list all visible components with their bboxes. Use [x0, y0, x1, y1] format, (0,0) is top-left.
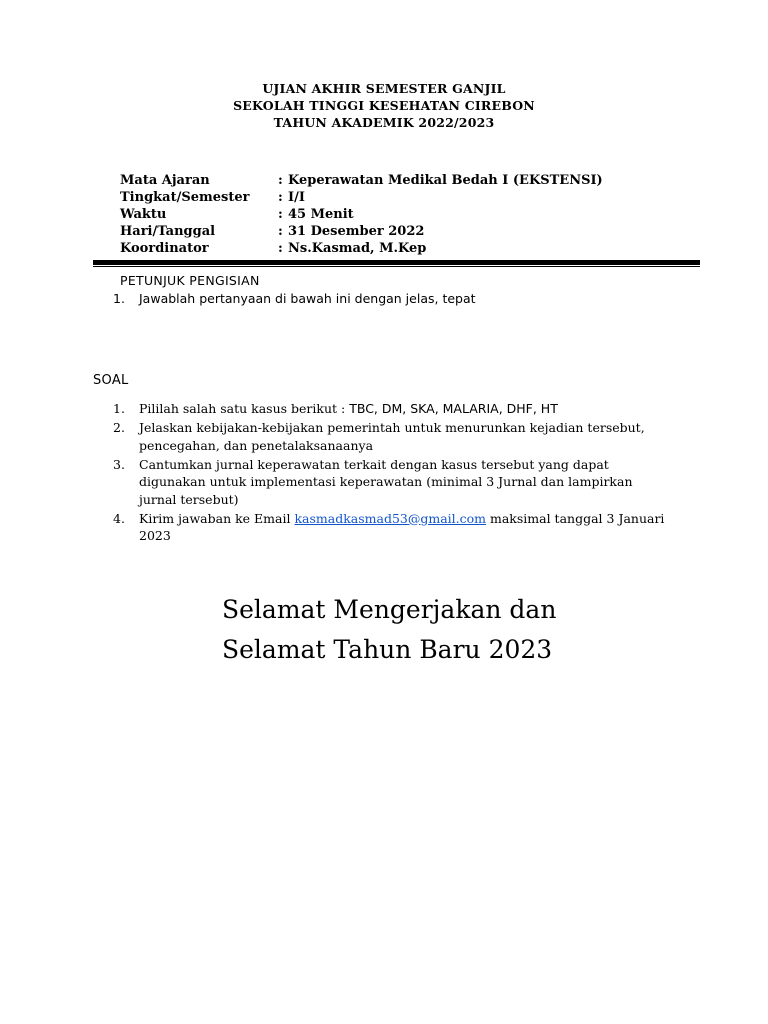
closing-line: Selamat Tahun Baru 2023 [222, 635, 553, 664]
divider-thin [93, 266, 700, 267]
info-label: Mata Ajaran [120, 173, 210, 188]
info-row-time [120, 206, 603, 223]
list-number: 1. [113, 291, 125, 306]
info-value: 45 Menit [288, 207, 354, 222]
list-item [113, 290, 673, 307]
question-text: Cantumkan jurnal keperawatan terkait dengan kasus tersebut yang dapat digunakan untuk implementasi keperawatan (minimal 3 Jurnal dan lampirkan jurnal tersebut) [139, 456, 633, 507]
question-text: Jelaskan kebijakan-kebijakan pemerintah untuk menurunkan kejadian tersebut, pencegahan, dan penetalaksanaanya [139, 420, 645, 453]
divider-thick [93, 260, 700, 265]
info-value: I/I [288, 190, 305, 205]
list-item [113, 510, 673, 545]
info-row-level [120, 189, 603, 206]
info-value: Keperawatan Medikal Bedah I (EKSTENSI) [288, 173, 603, 188]
list-number: 3. [113, 456, 125, 472]
info-value: Ns.Kasmad, M.Kep [288, 241, 427, 256]
info-row-subject [120, 172, 603, 189]
list-item [113, 400, 673, 418]
list-number: 2. [113, 420, 125, 435]
email-link[interactable]: kasmadkasmad53@gmail.com [294, 510, 487, 526]
instruction-text: Jawablah pertanyaan di bawah ini dengan jelas, tepat [139, 291, 476, 306]
academic-year: TAHUN AKADEMIK 2022/2023 [273, 115, 495, 130]
info-label: Waktu [120, 207, 167, 222]
closing-line: Selamat Mengerjakan dan [222, 595, 557, 624]
info-label: Hari/Tanggal [120, 224, 216, 239]
info-colon: : [278, 190, 283, 205]
info-row-coordinator [120, 240, 603, 257]
info-row-date [120, 223, 603, 240]
info-value: 31 Desember 2022 [288, 224, 425, 239]
exam-title: UJIAN AKHIR SEMESTER GANJIL [262, 81, 506, 96]
info-colon: : [278, 241, 283, 256]
closing-message [222, 590, 556, 670]
questions-list [113, 400, 673, 546]
info-colon: : [278, 207, 283, 222]
question-text: Kirim jawaban ke Email [139, 510, 295, 526]
list-number: 1. [113, 401, 125, 416]
info-label: Koordinator [120, 241, 209, 256]
instructions-heading: PETUNJUK PENGISIAN [120, 273, 260, 288]
document-header [0, 80, 768, 131]
info-label: Tingkat/Semester [120, 190, 250, 205]
info-colon: : [278, 173, 283, 188]
questions-heading: SOAL [93, 373, 129, 388]
instructions-list [113, 290, 673, 307]
question-text: maksimal tanggal 3 Januari 2023 [139, 510, 665, 543]
list-item [113, 456, 673, 509]
list-number: 4. [113, 510, 125, 526]
case-options: TBC, DM, SKA, MALARIA, DHF, HT [349, 401, 558, 416]
list-item [113, 419, 673, 454]
info-colon: : [278, 224, 283, 239]
question-text: Pililah salah satu kasus berikut : [139, 401, 350, 416]
institution-name: SEKOLAH TINGGI KESEHATAN CIREBON [233, 98, 535, 113]
exam-info-table [120, 172, 603, 257]
